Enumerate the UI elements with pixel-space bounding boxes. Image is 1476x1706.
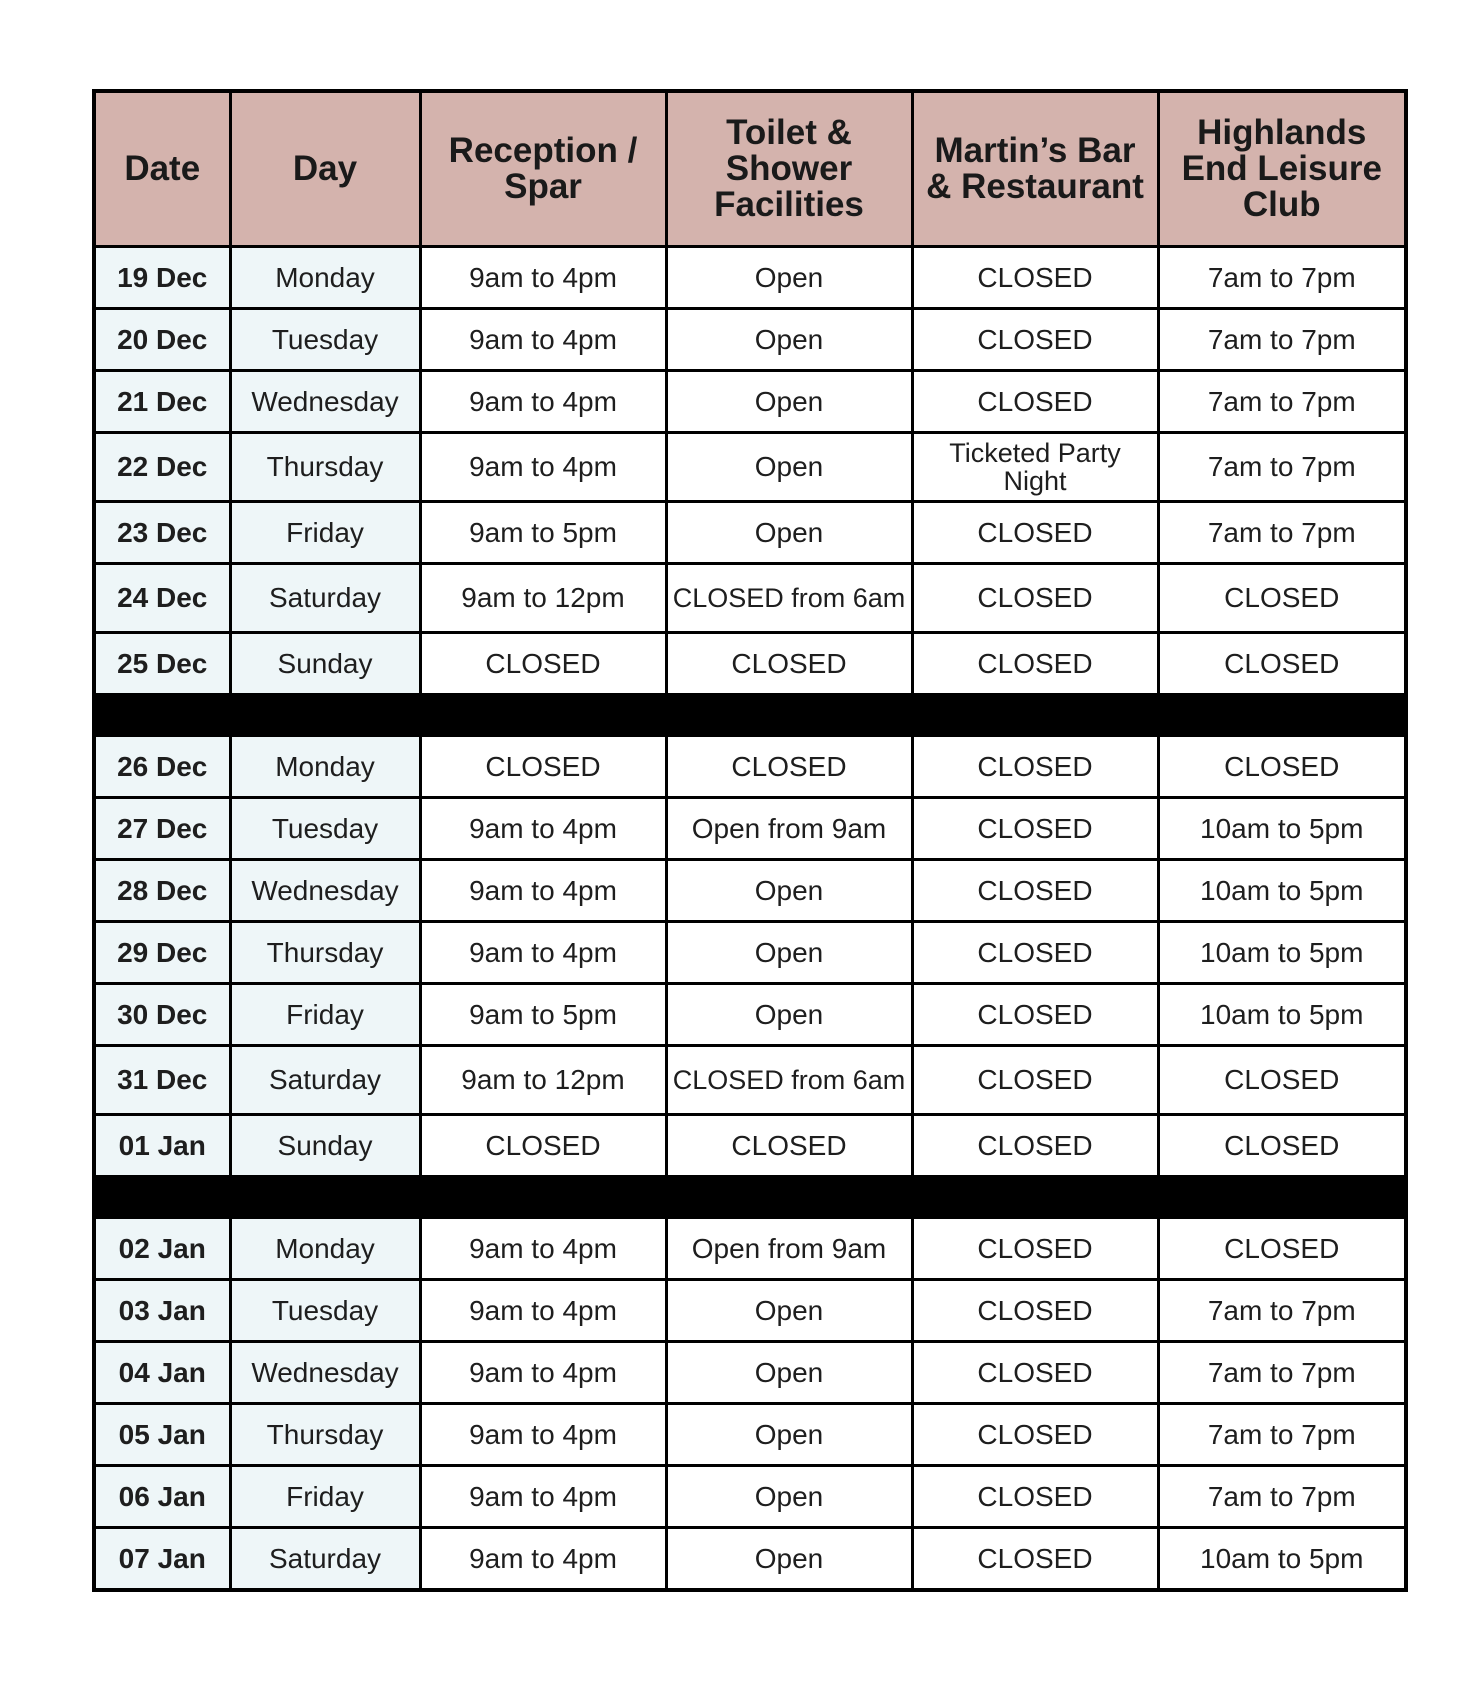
table-row — [94, 860, 1406, 922]
bar-restaurant-cell: CLOSED — [912, 564, 1158, 633]
column-header-bar-restaurant: Martin’s Bar & Restaurant — [912, 91, 1158, 247]
column-header-leisure-club: Highlands End Leisure Club — [1158, 91, 1406, 247]
header-row — [94, 91, 1406, 247]
bar-restaurant-cell: CLOSED — [912, 1528, 1158, 1591]
reception-cell: CLOSED — [420, 633, 666, 695]
week-separator-bar — [94, 1177, 1406, 1218]
bar-restaurant-cell: CLOSED — [912, 309, 1158, 371]
column-header-day: Day — [230, 91, 420, 247]
day-cell: Tuesday — [230, 1280, 420, 1342]
bar-restaurant-cell: CLOSED — [912, 502, 1158, 564]
toilet-shower-cell: Open — [666, 984, 912, 1046]
leisure-club-cell: 10am to 5pm — [1158, 798, 1406, 860]
toilet-shower-cell: CLOSED from 6am — [666, 564, 912, 633]
toilet-shower-cell: Open from 9am — [666, 1218, 912, 1280]
date-cell: 21 Dec — [94, 371, 230, 433]
reception-cell: 9am to 4pm — [420, 1528, 666, 1591]
day-cell: Saturday — [230, 1528, 420, 1591]
reception-cell: 9am to 4pm — [420, 247, 666, 309]
bar-restaurant-cell: CLOSED — [912, 247, 1158, 309]
date-cell: 25 Dec — [94, 633, 230, 695]
leisure-club-cell: 7am to 7pm — [1158, 1404, 1406, 1466]
reception-cell: 9am to 4pm — [420, 1218, 666, 1280]
date-cell: 22 Dec — [94, 433, 230, 502]
leisure-club-cell: CLOSED — [1158, 633, 1406, 695]
date-cell: 26 Dec — [94, 736, 230, 798]
reception-cell: CLOSED — [420, 736, 666, 798]
day-cell: Thursday — [230, 433, 420, 502]
reception-cell: 9am to 5pm — [420, 502, 666, 564]
leisure-club-cell: 7am to 7pm — [1158, 433, 1406, 502]
bar-restaurant-cell: CLOSED — [912, 1046, 1158, 1115]
bar-restaurant-cell: CLOSED — [912, 922, 1158, 984]
leisure-club-cell: CLOSED — [1158, 1046, 1406, 1115]
reception-cell: 9am to 4pm — [420, 798, 666, 860]
toilet-shower-cell: Open — [666, 1342, 912, 1404]
day-cell: Thursday — [230, 1404, 420, 1466]
table-row — [94, 502, 1406, 564]
toilet-shower-cell: Open — [666, 1466, 912, 1528]
bar-restaurant-cell: CLOSED — [912, 984, 1158, 1046]
reception-cell: 9am to 4pm — [420, 922, 666, 984]
day-cell: Friday — [230, 984, 420, 1046]
date-cell: 29 Dec — [94, 922, 230, 984]
toilet-shower-cell: Open — [666, 1528, 912, 1591]
date-cell: 20 Dec — [94, 309, 230, 371]
date-cell: 30 Dec — [94, 984, 230, 1046]
date-cell: 04 Jan — [94, 1342, 230, 1404]
toilet-shower-cell: Open from 9am — [666, 798, 912, 860]
day-cell: Wednesday — [230, 371, 420, 433]
toilet-shower-cell: Open — [666, 371, 912, 433]
table-row — [94, 1046, 1406, 1115]
column-header-toilet-shower: Toilet & Shower Facilities — [666, 91, 912, 247]
leisure-club-cell: 10am to 5pm — [1158, 922, 1406, 984]
column-header-reception-spar: Reception / Spar — [420, 91, 666, 247]
separator-cell — [94, 1177, 1406, 1218]
table-row — [94, 371, 1406, 433]
reception-cell: CLOSED — [420, 1115, 666, 1177]
bar-restaurant-cell: CLOSED — [912, 1115, 1158, 1177]
table-body — [94, 247, 1406, 1591]
day-cell: Wednesday — [230, 860, 420, 922]
day-cell: Saturday — [230, 1046, 420, 1115]
date-cell: 23 Dec — [94, 502, 230, 564]
leisure-club-cell: 7am to 7pm — [1158, 247, 1406, 309]
table-row — [94, 1218, 1406, 1280]
table-row — [94, 798, 1406, 860]
date-cell: 06 Jan — [94, 1466, 230, 1528]
reception-cell: 9am to 4pm — [420, 433, 666, 502]
bar-restaurant-cell: CLOSED — [912, 1280, 1158, 1342]
reception-cell: 9am to 4pm — [420, 309, 666, 371]
day-cell: Monday — [230, 1218, 420, 1280]
leisure-club-cell: 7am to 7pm — [1158, 309, 1406, 371]
toilet-shower-cell: Open — [666, 922, 912, 984]
toilet-shower-cell: CLOSED — [666, 633, 912, 695]
bar-restaurant-cell: CLOSED — [912, 371, 1158, 433]
bar-restaurant-cell: CLOSED — [912, 1218, 1158, 1280]
date-cell: 27 Dec — [94, 798, 230, 860]
toilet-shower-cell: Open — [666, 1404, 912, 1466]
day-cell: Wednesday — [230, 1342, 420, 1404]
week-separator-bar — [94, 695, 1406, 736]
leisure-club-cell: CLOSED — [1158, 564, 1406, 633]
day-cell: Friday — [230, 1466, 420, 1528]
leisure-club-cell: 7am to 7pm — [1158, 1280, 1406, 1342]
bar-restaurant-cell: CLOSED — [912, 798, 1158, 860]
table-row — [94, 1280, 1406, 1342]
reception-cell: 9am to 12pm — [420, 564, 666, 633]
table-row — [94, 309, 1406, 371]
day-cell: Tuesday — [230, 798, 420, 860]
bar-restaurant-cell: Ticketed Party Night — [912, 433, 1158, 502]
reception-cell: 9am to 5pm — [420, 984, 666, 1046]
leisure-club-cell: 7am to 7pm — [1158, 1466, 1406, 1528]
day-cell: Monday — [230, 247, 420, 309]
table-row — [94, 1404, 1406, 1466]
table-row — [94, 564, 1406, 633]
date-cell: 03 Jan — [94, 1280, 230, 1342]
reception-cell: 9am to 4pm — [420, 1404, 666, 1466]
leisure-club-cell: CLOSED — [1158, 1115, 1406, 1177]
day-cell: Monday — [230, 736, 420, 798]
bar-restaurant-cell: CLOSED — [912, 633, 1158, 695]
separator-cell — [94, 695, 1406, 736]
leisure-club-cell: 10am to 5pm — [1158, 984, 1406, 1046]
date-cell: 28 Dec — [94, 860, 230, 922]
leisure-club-cell: 7am to 7pm — [1158, 502, 1406, 564]
bar-restaurant-cell: CLOSED — [912, 1466, 1158, 1528]
date-cell: 19 Dec — [94, 247, 230, 309]
date-cell: 31 Dec — [94, 1046, 230, 1115]
leisure-club-cell: CLOSED — [1158, 736, 1406, 798]
toilet-shower-cell: Open — [666, 309, 912, 371]
date-cell: 01 Jan — [94, 1115, 230, 1177]
reception-cell: 9am to 4pm — [420, 371, 666, 433]
reception-cell: 9am to 4pm — [420, 1466, 666, 1528]
day-cell: Saturday — [230, 564, 420, 633]
table-row — [94, 1528, 1406, 1591]
toilet-shower-cell: CLOSED — [666, 736, 912, 798]
bar-restaurant-cell: CLOSED — [912, 860, 1158, 922]
table-row — [94, 736, 1406, 798]
opening-hours-table — [92, 89, 1408, 1592]
bar-restaurant-cell: CLOSED — [912, 736, 1158, 798]
leisure-club-cell: 7am to 7pm — [1158, 371, 1406, 433]
table-row — [94, 633, 1406, 695]
day-cell: Sunday — [230, 633, 420, 695]
day-cell: Tuesday — [230, 309, 420, 371]
table-row — [94, 433, 1406, 502]
toilet-shower-cell: CLOSED from 6am — [666, 1046, 912, 1115]
toilet-shower-cell: Open — [666, 860, 912, 922]
bar-restaurant-cell: CLOSED — [912, 1404, 1158, 1466]
date-cell: 05 Jan — [94, 1404, 230, 1466]
column-header-date: Date — [94, 91, 230, 247]
leisure-club-cell: 7am to 7pm — [1158, 1342, 1406, 1404]
day-cell: Thursday — [230, 922, 420, 984]
day-cell: Sunday — [230, 1115, 420, 1177]
toilet-shower-cell: Open — [666, 502, 912, 564]
leisure-club-cell: 10am to 5pm — [1158, 1528, 1406, 1591]
table-row — [94, 984, 1406, 1046]
table-row — [94, 922, 1406, 984]
toilet-shower-cell: CLOSED — [666, 1115, 912, 1177]
leisure-club-cell: CLOSED — [1158, 1218, 1406, 1280]
date-cell: 02 Jan — [94, 1218, 230, 1280]
day-cell: Friday — [230, 502, 420, 564]
table-row — [94, 247, 1406, 309]
date-cell: 07 Jan — [94, 1528, 230, 1591]
bar-restaurant-cell: CLOSED — [912, 1342, 1158, 1404]
toilet-shower-cell: Open — [666, 433, 912, 502]
reception-cell: 9am to 4pm — [420, 1342, 666, 1404]
date-cell: 24 Dec — [94, 564, 230, 633]
toilet-shower-cell: Open — [666, 1280, 912, 1342]
reception-cell: 9am to 4pm — [420, 860, 666, 922]
toilet-shower-cell: Open — [666, 247, 912, 309]
reception-cell: 9am to 4pm — [420, 1280, 666, 1342]
table-header — [94, 91, 1406, 247]
table-row — [94, 1115, 1406, 1177]
table-row — [94, 1466, 1406, 1528]
table-row — [94, 1342, 1406, 1404]
leisure-club-cell: 10am to 5pm — [1158, 860, 1406, 922]
reception-cell: 9am to 12pm — [420, 1046, 666, 1115]
